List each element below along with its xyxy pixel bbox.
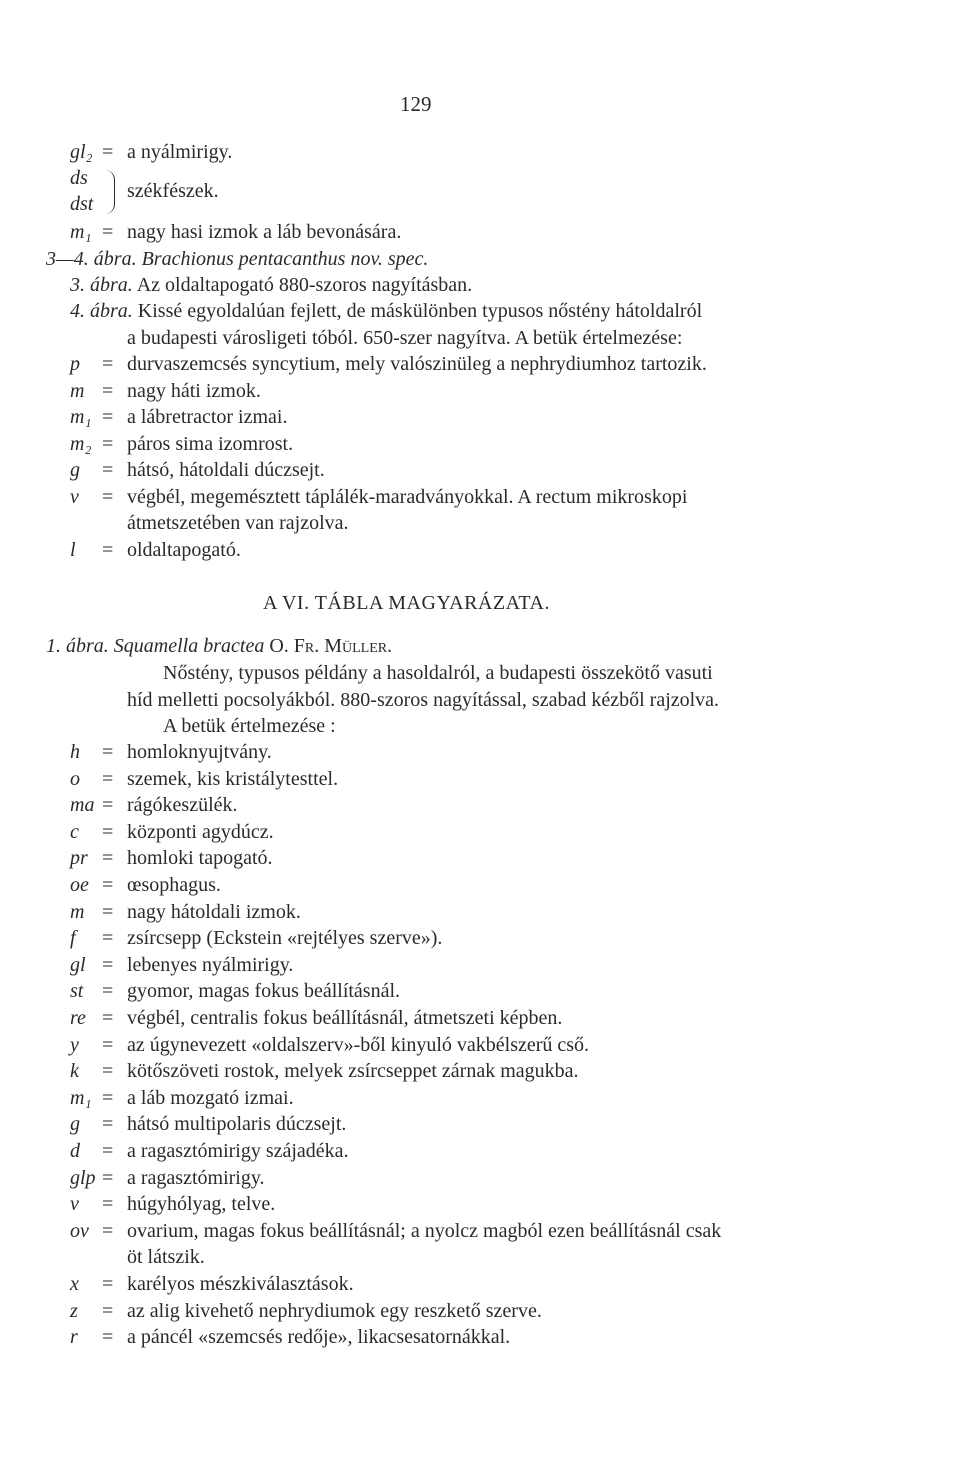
entry-text: a ragasztómirigy szájadéka.	[127, 1140, 349, 1162]
entry-sep: =	[102, 1033, 114, 1056]
entry-label: ov	[70, 1219, 89, 1242]
entry-label: g	[70, 1113, 80, 1136]
entry-text: végbél, centralis fokus beállításnál, átmetszeti képben.	[127, 1007, 563, 1029]
entry-text: a lábretractor izmai.	[127, 406, 288, 428]
entry-label: h	[70, 741, 80, 763]
figure-number: 3—4.	[46, 248, 89, 270]
entry-text: lebenyes nyálmirigy.	[127, 953, 294, 976]
entry-label: m₂	[70, 432, 92, 455]
entry-sep: =	[102, 1140, 114, 1162]
figure-text: Kissé egyoldalúan fejlett, de máskülönben typusos nőstény hátoldalról	[137, 300, 703, 322]
entry-text: karélyos mészkiválasztások.	[127, 1273, 354, 1295]
entry-sep: =	[102, 379, 114, 402]
figure-number: 3.	[70, 274, 85, 296]
entry-sep: =	[102, 741, 114, 763]
entry-label: st	[70, 980, 84, 1003]
entry-label: o	[70, 767, 80, 790]
entry-sep: =	[102, 406, 114, 428]
entry-sep: =	[102, 1086, 114, 1109]
entry-sep: =	[102, 538, 114, 561]
figure-1-desc-2: híd melletti pocsolyákból. 880-szoros nagyítással, szabad kézből rajzolva.	[127, 689, 720, 711]
entry-text: a páncél «szemcsés redője», likacsesatornákkal.	[127, 1326, 511, 1349]
species-author: O. Fr. Müller.	[269, 635, 393, 657]
entry-sep: =	[102, 953, 114, 976]
figure-abra: ábra.	[90, 300, 133, 322]
entry-label: gl₂	[70, 141, 93, 163]
figure-4-caption-cont: a budapesti városligeti tóból. 650-szer nagyítva. A betük értelmezése:	[127, 327, 683, 349]
entry-text: páros sima izomrost.	[127, 432, 294, 455]
entry-label: d	[70, 1140, 80, 1162]
section-heading: A VI. TÁBLA MAGYARÁZATA.	[263, 592, 550, 614]
brace-text: székfészek.	[127, 180, 219, 202]
entry-text: nagy hátoldali izmok.	[127, 900, 301, 923]
entry-text: az úgynevezett «oldalszerv»-ből kinyuló vakbélszerű cső.	[127, 1033, 590, 1056]
entry-label: k	[70, 1060, 79, 1083]
entry-sep: =	[102, 141, 114, 163]
entry-text: a nyálmirigy.	[127, 141, 233, 163]
entry-sep: =	[102, 459, 114, 481]
entry-label: l	[70, 538, 76, 561]
entry-sep: =	[102, 1193, 114, 1216]
entry-text: a láb mozgató izmai.	[127, 1086, 294, 1109]
figure-1-desc-1: Nőstény, typusos példány a hasoldalról, a budapesti összekötő vasuti	[163, 662, 713, 684]
entry-text: gyomor, magas fokus beállításnál.	[127, 980, 401, 1003]
figure-1-caption	[46, 634, 392, 658]
entry-sep: =	[102, 847, 114, 870]
entry-label: y	[70, 1033, 79, 1056]
entry-label: c	[70, 820, 79, 843]
entry-label: f	[70, 927, 76, 950]
entry-text: œsophagus.	[127, 874, 221, 896]
entry-text: központi agydúcz.	[127, 820, 274, 843]
entry-text: az alig kivehető nephrydiumok egy reszkető szerve.	[127, 1299, 542, 1322]
entry-label: m₁	[70, 1086, 92, 1109]
figure-abra: ábra.	[66, 635, 109, 657]
entry-text: húgyhólyag, telve.	[127, 1193, 276, 1216]
entry-text: átmetszetében van rajzolva.	[127, 512, 349, 534]
figure-1-desc-3: A betük értelmezése :	[163, 715, 336, 737]
entry-sep: =	[102, 927, 114, 950]
entry-sep: =	[102, 820, 114, 843]
entry-sep: =	[102, 1219, 114, 1242]
entry-label: v	[70, 485, 79, 508]
entry-sep: =	[102, 1113, 114, 1136]
entry-sep: =	[102, 794, 114, 817]
entry-sep: =	[102, 1273, 114, 1295]
entry-text: nagy hasi izmok a láb bevonására.	[127, 221, 402, 243]
figure-3-caption	[70, 273, 472, 297]
entry-text: öt látszik.	[127, 1246, 205, 1269]
figure-abra: ábra.	[90, 274, 133, 296]
figure-number: 1.	[46, 635, 61, 657]
entry-sep: =	[102, 221, 114, 243]
entry-label: gl	[70, 953, 86, 976]
entry-sep: =	[102, 1060, 114, 1083]
entry-text: kötőszöveti rostok, melyek zsírcseppet zárnak magukba.	[127, 1060, 579, 1083]
entry-sep: =	[102, 1166, 114, 1189]
entry-sep: =	[102, 1007, 114, 1029]
entry-label: m₁	[70, 221, 92, 243]
entry-text: nagy háti izmok.	[127, 379, 261, 402]
entry-sep: =	[102, 353, 114, 375]
entry-label: x	[70, 1273, 79, 1295]
entry-label: p	[70, 353, 80, 375]
page-number: 129	[400, 92, 432, 116]
entry-label: v	[70, 1193, 79, 1216]
species-name: Brachionus pentacanthus nov. spec.	[141, 248, 429, 270]
entry-text: ovarium, magas fokus beállításnál; a nyolcz magból ezen beállításnál csak	[127, 1219, 722, 1242]
entry-sep: =	[102, 485, 114, 508]
entry-text: hátsó multipolaris dúczsejt.	[127, 1113, 347, 1136]
entry-label: ma	[70, 794, 95, 817]
entry-text: homloknyujtvány.	[127, 741, 272, 763]
entry-label: ds	[70, 167, 88, 189]
entry-sep: =	[102, 1299, 114, 1322]
entry-text: szemek, kis kristálytesttel.	[127, 767, 339, 790]
entry-label: r	[70, 1326, 78, 1349]
entry-label: glp	[70, 1166, 96, 1189]
entry-label: re	[70, 1007, 86, 1029]
entry-text: homloki tapogató.	[127, 847, 273, 870]
entry-label: g	[70, 459, 80, 481]
figure-abra: ábra.	[93, 248, 137, 270]
entry-label: m	[70, 900, 85, 923]
entry-text: zsírcsepp (Eckstein «rejtélyes szerve»).	[127, 927, 443, 950]
entry-sep: =	[102, 432, 114, 455]
entry-text: hátsó, hátoldali dúczsejt.	[127, 459, 325, 481]
entry-label: dst	[70, 193, 94, 215]
entry-sep: =	[102, 874, 114, 896]
brace-symbol	[104, 170, 115, 214]
entry-sep: =	[102, 1326, 114, 1349]
figure-text: Az oldaltapogató 880-szoros nagyításban.	[136, 274, 473, 296]
entry-sep: =	[102, 900, 114, 923]
entry-label: m	[70, 379, 85, 402]
figure-4-caption	[70, 299, 702, 323]
entry-label: z	[70, 1299, 78, 1322]
species-name: Squamella bractea	[113, 635, 265, 657]
figure-3-4-caption	[46, 247, 428, 271]
entry-text: végbél, megemésztett táplálék-maradványokkal. A rectum mikroskopi	[127, 485, 688, 508]
entry-label: m₁	[70, 406, 92, 428]
figure-number: 4.	[70, 300, 85, 322]
entry-text: a ragasztómirigy.	[127, 1166, 265, 1189]
entry-label: oe	[70, 874, 89, 896]
entry-sep: =	[102, 767, 114, 790]
entry-label: pr	[70, 847, 88, 870]
entry-text: oldaltapogató.	[127, 538, 241, 561]
entry-text: durvaszemcsés syncytium, mely valószinüleg a nephrydiumhoz tartozik.	[127, 353, 707, 375]
entry-sep: =	[102, 980, 114, 1003]
entry-text: rágókeszülék.	[127, 794, 238, 817]
